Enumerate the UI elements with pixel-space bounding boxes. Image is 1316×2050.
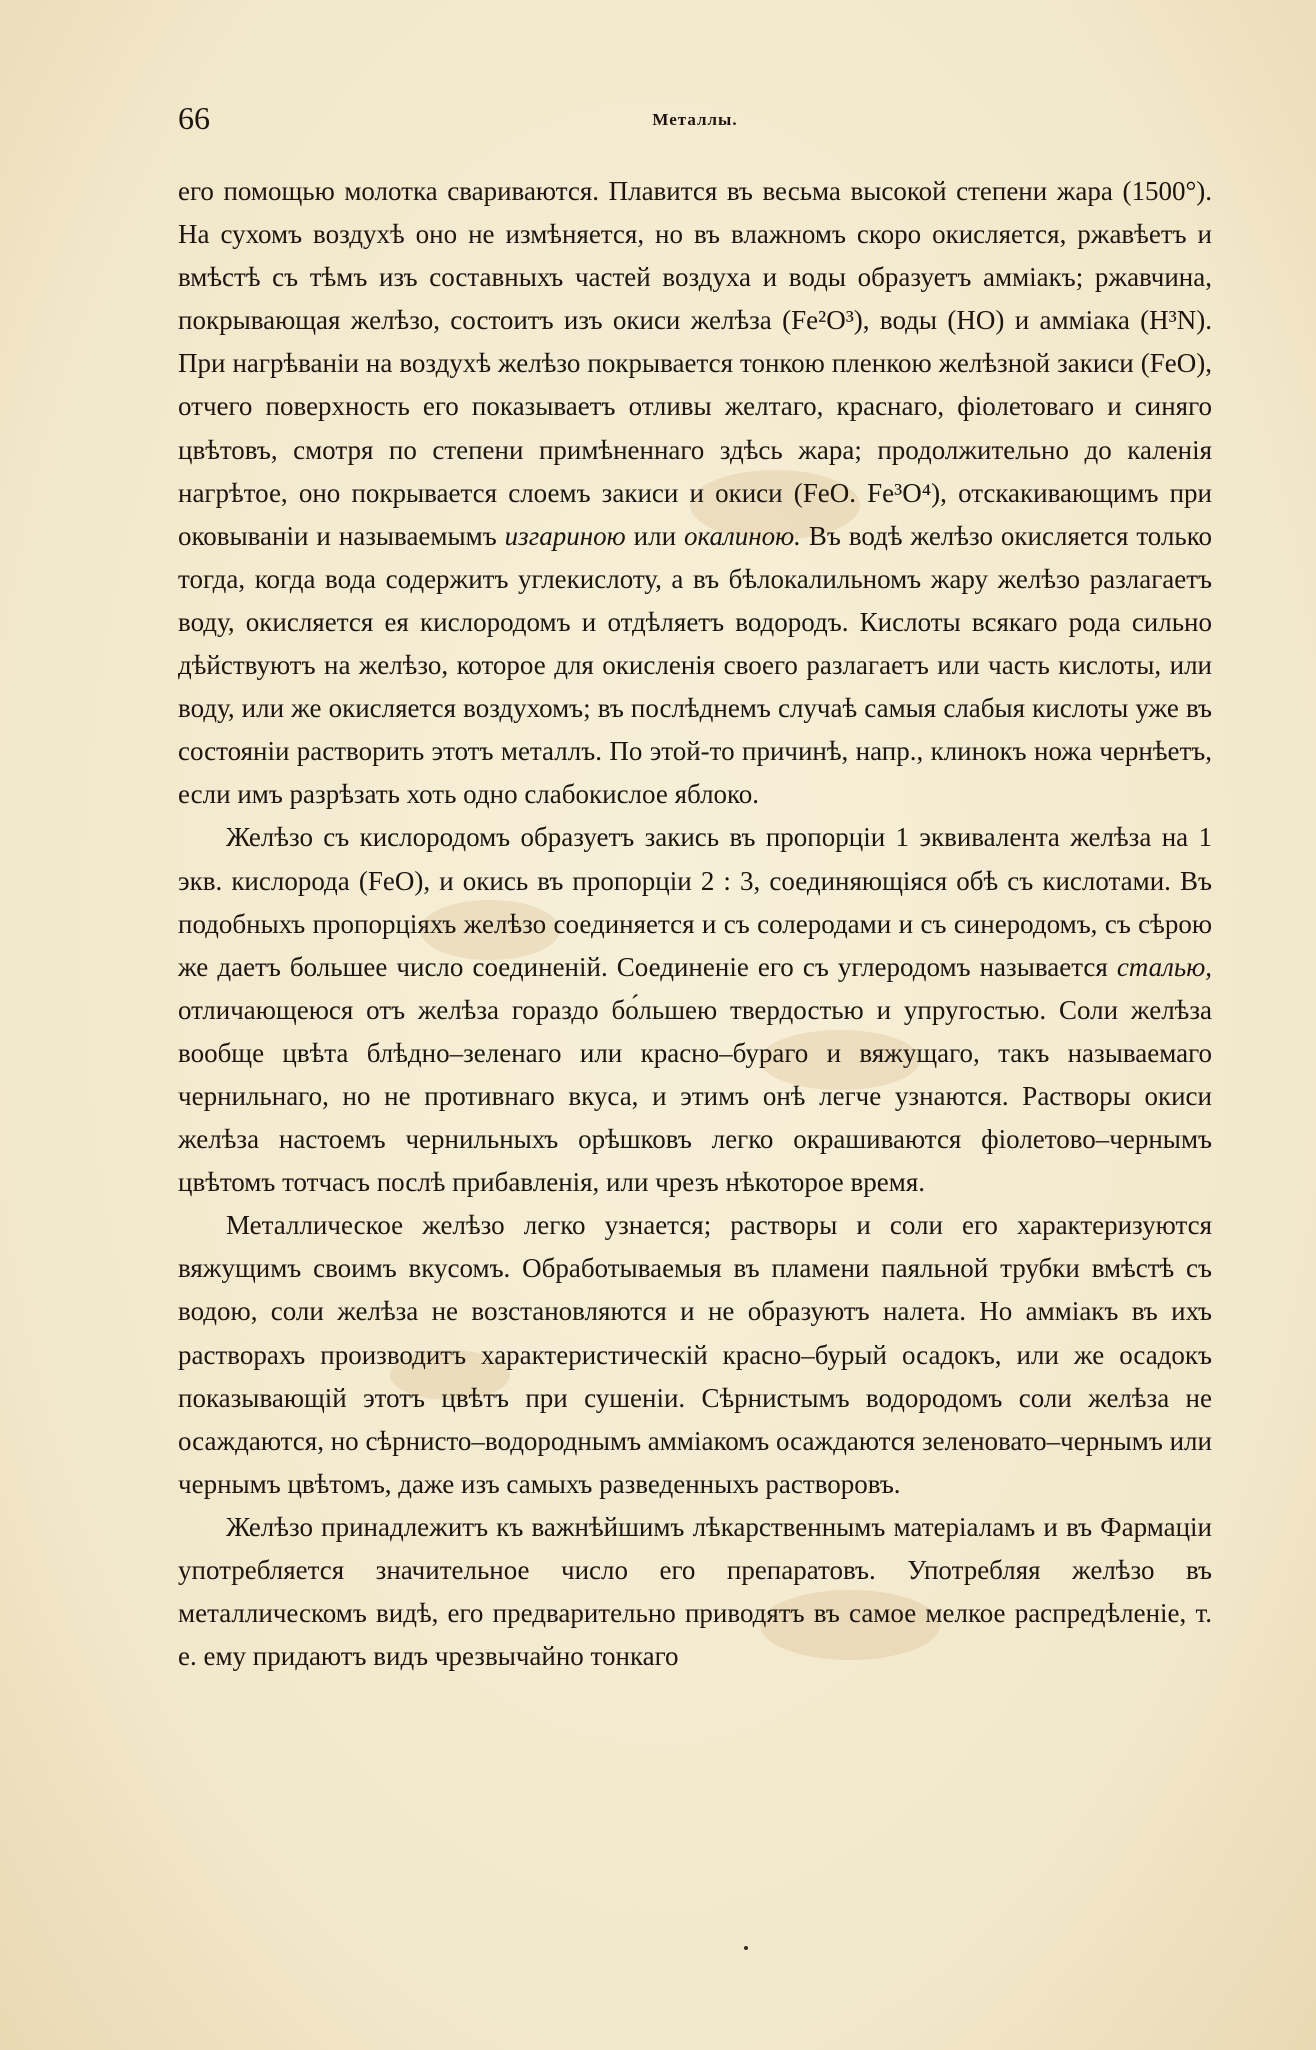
text-run: Желѣзо принадлежитъ къ важнѣйшимъ лѣкарственнымъ матеріаламъ и въ Фармаціи употребляется значительное число его препаратовъ. Употребляя желѣзо въ металлическомъ видѣ, его предварительно приводятъ въ самое мелкое распредѣленіе, т. е. ему придаютъ видъ чрезвычайно тонкаго [178,1511,1212,1672]
text-run: Въ водѣ желѣзо окисляется только тогда, когда вода содержитъ углекислоту, а въ бѣлокалильномъ жару желѣзо разлагаетъ воду, окисляется ея кислородомъ и отдѣляетъ водородъ. Кислоты всякаго рода сильно дѣйствуютъ на желѣзо, которое для окисленія своего разлагаетъ или часть кислоты, или воду, или же окисляется воздухомъ; въ послѣднемъ случаѣ самыя слабыя кислоты уже въ состояніи растворить этотъ металлъ. По этой-то причинѣ, напр., клинокъ ножа чернѣетъ, если имъ разрѣзать хоть одно слабокислое яблоко. [178,520,1212,810]
printer-mark [744,1946,748,1950]
text-run: Желѣзо съ кислородомъ образуетъ закись въ пропорціи 1 эквивалента желѣза на 1 экв. кислорода (FeO), и окись въ пропорціи 2 : 3, соединяющіяся обѣ съ кислотами. Въ подобныхъ пропорціяхъ желѣзо соединяется и съ солеродами и съ синеродомъ, съ сѣрою же даетъ большее число соединеній. Соединеніе его съ углеродомъ называется [178,822,1212,982]
paragraph [178,1506,1212,1678]
italic-term: окалиною. [684,520,801,551]
text-run: отличающеюся отъ желѣза гораздо бо́льшею твердостью и упругостью. Соли желѣза вообще цвѣта блѣдно–зеленаго или красно–бураго и вяжущаго, такъ называемаго чернильнаго, но не противнаго вкуса, и этимъ онѣ легче узнаются. Растворы окиси желѣза настоемъ чернильныхъ орѣшковъ легко окрашиваются фіолетово–чернымъ цвѣтомъ тотчасъ послѣ прибавленія, или чрезъ нѣкоторое время. [178,994,1212,1198]
paragraph [178,1204,1212,1506]
italic-term: изгариною [504,520,626,551]
paragraph [178,170,1212,816]
text-run: или [625,520,685,551]
text-run: его помощью молотка свариваются. Плавится въ весьма высокой степени жара (1500°). На сухомъ воздухѣ оно не измѣняется, но въ влажномъ скоро окисляется, ржавѣетъ и вмѣстѣ съ тѣмъ изъ составныхъ частей воздуха и воды образуетъ амміакъ; ржавчина, покрывающая желѣзо, состоитъ изъ окиси желѣза (Fe²O³), воды (HO) и амміака (H³N). При нагрѣваніи на воздухѣ желѣзо покрывается тонкою пленкою желѣзной закиси (FeO), отчего поверхность его показываетъ отливы желтаго, краснаго, фіолетоваго и синяго цвѣтовъ, смотря по степени примѣненнаго здѣсь жара; продолжительно до каленія нагрѣтое, оно покрывается слоемъ закиси и окиси (FeO. Fe³O⁴), отскакивающимъ при оковываніи и называемымъ [178,176,1212,551]
body-text [178,170,1212,1678]
paragraph [178,816,1212,1204]
page-number: 66 [178,100,210,136]
italic-term: сталью, [1116,951,1212,982]
text-run: Металлическое желѣзо легко узнается; растворы и соли его характеризуются вяжущимъ своимъ вкусомъ. Обработываемыя въ пламени паяльной трубки вмѣстѣ съ водою, соли желѣза не возстановляются и не образуютъ налета. Но амміакъ въ ихъ растворахъ производитъ характеристическій красно–бурый осадокъ, или же осадокъ показывающій этотъ цвѣтъ при сушеніи. Сѣрнистымъ водородомъ соли желѣза не осаждаются, но сѣрнисто–водороднымъ амміакомъ осаждаются зеленовато–чернымъ или чернымъ цвѣтомъ, даже изъ самыхъ разведенныхъ растворовъ. [178,1210,1212,1499]
page-header [178,100,1212,140]
running-title: Металлы. [652,110,738,129]
